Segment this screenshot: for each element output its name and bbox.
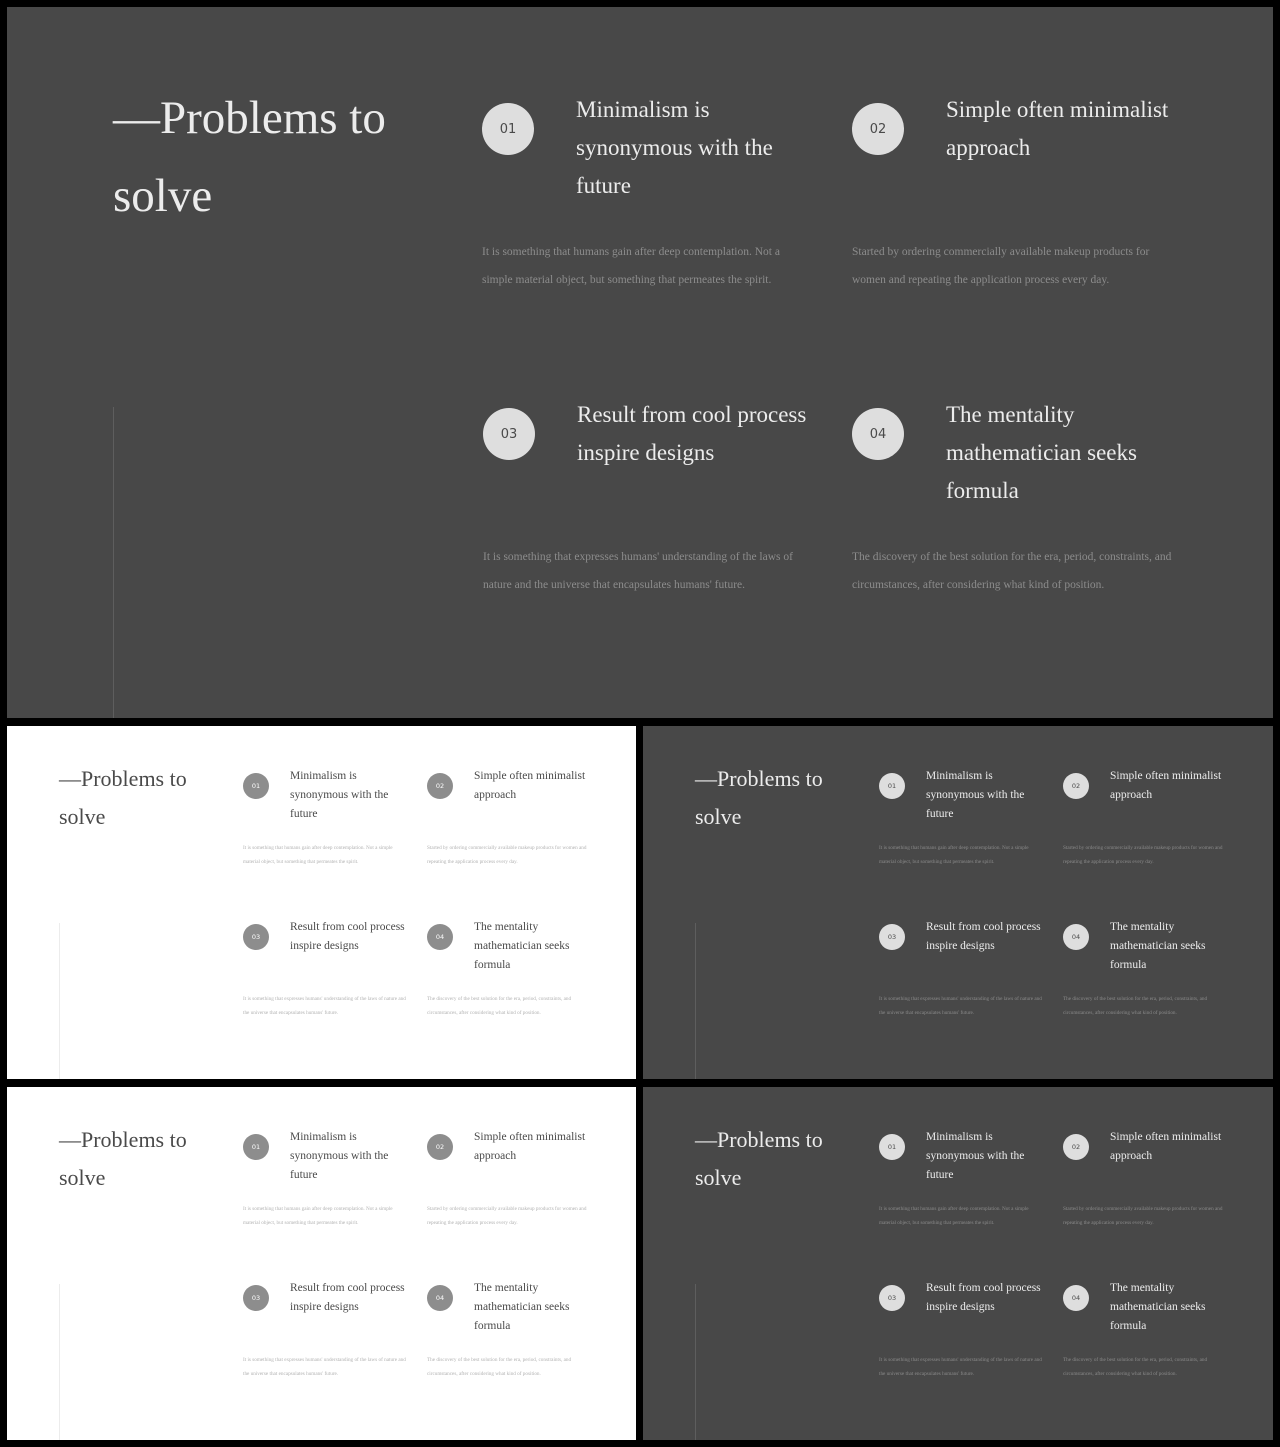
slide-title: —Problems to solve — [113, 92, 386, 222]
item-heading: Simple often minimalist approach — [474, 770, 586, 801]
item-description: Started by ordering commercially available makeup products for women and repeating the application process every day. — [852, 246, 1150, 286]
item-description: The discovery of the best solution for the era, period, constraints, and circumstances, after considering what kind of position. — [852, 551, 1172, 591]
number-badge: 04 — [1063, 1285, 1089, 1311]
slide-title: —Problems to solve — [59, 1127, 187, 1190]
item-description: It is something that humans gain after deep contemplation. Not a simple material object, but something that permeates the spirit. — [243, 1206, 393, 1226]
item-description: The discovery of the best solution for the era, period, constraints, and circumstances, after considering what kind of position. — [427, 996, 572, 1016]
item-description: Started by ordering commercially available makeup products for women and repeating the application process every day. — [1063, 845, 1223, 865]
number-badge: 01 — [879, 773, 905, 799]
item-heading: Result from cool process inspire designs — [926, 921, 1041, 952]
slide-preview-main[interactable] — [7, 7, 1273, 718]
item-heading: Minimalism is synonymous with the future — [290, 770, 389, 820]
item-description: The discovery of the best solution for the era, period, constraints, and circumstances, after considering what kind of position. — [1063, 996, 1208, 1016]
item-heading: Result from cool process inspire designs — [290, 1282, 405, 1313]
number-badge: 04 — [427, 924, 453, 950]
item-heading: The mentality mathematician seeks formula — [946, 402, 1137, 503]
item-description: It is something that humans gain after deep contemplation. Not a simple material object, but something that permeates the spirit. — [879, 1206, 1029, 1226]
number-badge: 03 — [243, 924, 269, 950]
slide-preview-dark-2[interactable] — [643, 1087, 1273, 1440]
item-description: It is something that humans gain after deep contemplation. Not a simple material object, but something that permeates the spirit. — [879, 845, 1029, 865]
number-badge: 03 — [879, 1285, 905, 1311]
number-badge: 04 — [852, 408, 904, 460]
divider-line — [695, 923, 696, 1079]
item-description: It is something that expresses humans' understanding of the laws of nature and the universe that encapsulates humans' future. — [879, 1357, 1042, 1377]
number-badge: 01 — [243, 773, 269, 799]
item-heading: Minimalism is synonymous with the future — [290, 1131, 389, 1181]
number-badge: 01 — [482, 103, 534, 155]
number-badge: 03 — [243, 1285, 269, 1311]
item-description: It is something that expresses humans' understanding of the laws of nature and the universe that encapsulates humans' future. — [243, 996, 406, 1016]
divider-line — [59, 923, 60, 1079]
item-heading: Simple often minimalist approach — [474, 1131, 586, 1162]
divider-line — [113, 407, 114, 718]
item-heading: Simple often minimalist approach — [1110, 770, 1222, 801]
slide-preview-light-2[interactable] — [7, 1087, 636, 1440]
item-heading: Minimalism is synonymous with the future — [926, 770, 1025, 820]
number-badge: 02 — [1063, 773, 1089, 799]
slide-preview-light-1[interactable] — [7, 726, 636, 1079]
slide-preview-dark-1[interactable] — [643, 726, 1273, 1079]
item-description: Started by ordering commercially available makeup products for women and repeating the application process every day. — [427, 1206, 587, 1226]
number-badge: 03 — [483, 408, 535, 460]
item-description: It is something that humans gain after deep contemplation. Not a simple material object, but something that permeates the spirit. — [243, 845, 393, 865]
item-heading: Result from cool process inspire designs — [926, 1282, 1041, 1313]
number-badge: 01 — [879, 1134, 905, 1160]
item-heading: Minimalism is synonymous with the future — [926, 1131, 1025, 1181]
item-heading: Minimalism is synonymous with the future — [576, 97, 773, 198]
item-heading: The mentality mathematician seeks formula — [474, 921, 570, 971]
number-badge: 04 — [1063, 924, 1089, 950]
divider-line — [695, 1284, 696, 1440]
item-description: The discovery of the best solution for the era, period, constraints, and circumstances, after considering what kind of position. — [427, 1357, 572, 1377]
item-heading: The mentality mathematician seeks formula — [1110, 921, 1206, 971]
item-heading: The mentality mathematician seeks formula — [1110, 1282, 1206, 1332]
item-description: It is something that expresses humans' understanding of the laws of nature and the universe that encapsulates humans' future. — [879, 996, 1042, 1016]
item-description: It is something that humans gain after deep contemplation. Not a simple material object, but something that permeates the spirit. — [482, 246, 780, 286]
number-badge: 04 — [427, 1285, 453, 1311]
slide-title: —Problems to solve — [695, 1127, 823, 1190]
item-heading: Simple often minimalist approach — [946, 97, 1169, 160]
divider-line — [59, 1284, 60, 1440]
number-badge: 03 — [879, 924, 905, 950]
item-heading: The mentality mathematician seeks formula — [474, 1282, 570, 1332]
item-description: Started by ordering commercially available makeup products for women and repeating the application process every day. — [1063, 1206, 1223, 1226]
item-description: Started by ordering commercially available makeup products for women and repeating the application process every day. — [427, 845, 587, 865]
item-heading: Result from cool process inspire designs — [290, 921, 405, 952]
slide-title: —Problems to solve — [59, 766, 187, 829]
item-heading: Result from cool process inspire designs — [577, 402, 807, 465]
item-description: It is something that expresses humans' understanding of the laws of nature and the universe that encapsulates humans' future. — [243, 1357, 406, 1377]
number-badge: 02 — [852, 103, 904, 155]
number-badge: 02 — [427, 773, 453, 799]
slide-title: —Problems to solve — [695, 766, 823, 829]
number-badge: 01 — [243, 1134, 269, 1160]
item-heading: Simple often minimalist approach — [1110, 1131, 1222, 1162]
number-badge: 02 — [1063, 1134, 1089, 1160]
item-description: The discovery of the best solution for the era, period, constraints, and circumstances, after considering what kind of position. — [1063, 1357, 1208, 1377]
item-description: It is something that expresses humans' understanding of the laws of nature and the universe that encapsulates humans' future. — [483, 551, 793, 591]
number-badge: 02 — [427, 1134, 453, 1160]
